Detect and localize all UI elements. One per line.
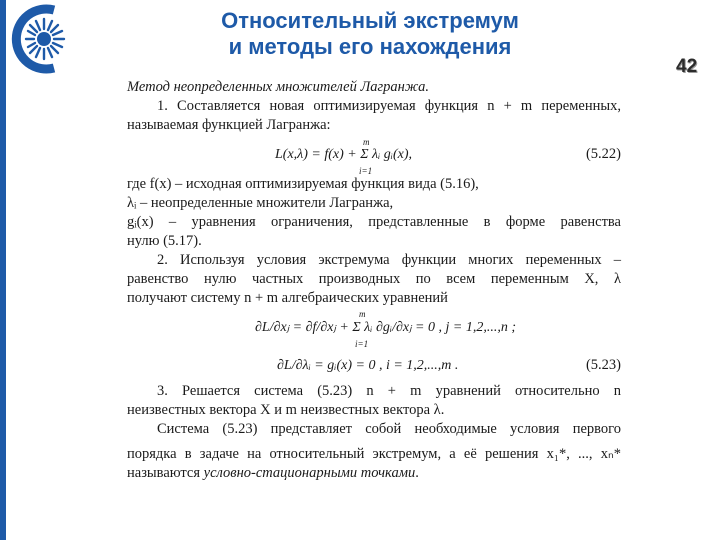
equation-2-sum-lower-limit: i=1	[355, 339, 369, 349]
paragraph-1-line-1: 1. Составляется новая оптимизируемая функция n + m переменных,	[157, 98, 621, 114]
section-heading: Метод неопределенных множителей Лагранжа.	[127, 79, 430, 95]
equation-sum-upper-limit: m	[363, 137, 370, 147]
slide-title	[130, 8, 610, 60]
paragraph-4-line-3	[127, 464, 621, 483]
paragraph-3-line-2: неизвестных вектора X и m неизвестных вектора λ.	[127, 402, 445, 418]
company-logo-icon	[2, 0, 72, 78]
title-line-2: и методы его нахождения	[228, 34, 512, 59]
paragraph-3-line-1: 3. Решается система (5.23) n + m уравнений относительно n	[157, 383, 621, 399]
paragraph-1-line-2: называемая функцией Лагранжа:	[127, 117, 331, 133]
definition-line-1: где f(x) – исходная оптимизируемая функция вида (5.16),	[127, 176, 479, 192]
page-number: 42	[676, 56, 698, 77]
equation-number: (5.22)	[585, 146, 621, 162]
definition-line-2: λᵢ – неопределенные множители Лагранжа,	[127, 195, 394, 211]
paragraph-2-line-2: равенство нулю частных производных по всем переменным X, λ	[127, 271, 621, 287]
paragraph-4-text-a: называются	[127, 465, 204, 481]
equation-partial-x: ∂L/∂xⱼ = ∂f/∂xⱼ + Σ λᵢ ∂gᵢ/∂xⱼ = 0 , j = 1,2,...,n ;	[255, 320, 516, 335]
paragraph-4-text-c: .	[415, 465, 419, 481]
equation-5-22	[127, 135, 621, 175]
equation-sum-lower-limit: i=1	[359, 166, 373, 176]
paragraph-2-line-3: получают систему n + m алгебраических уравнений	[127, 290, 448, 306]
equation-number-2: (5.23)	[585, 357, 621, 373]
paragraph-4-line-2: порядка в задаче на относительный экстремум, а её решения x₁*, ..., xₙ*	[127, 446, 621, 462]
equation-2-sum-upper-limit: m	[359, 309, 366, 319]
equation-partial-lambda: ∂L/∂λᵢ = gᵢ(x) = 0 , i = 1,2,...,m .	[277, 358, 459, 373]
title-line-1: Относительный экстремум	[221, 8, 519, 33]
paragraph-2-line-1: 2. Используя условия экстремума функции многих переменных –	[157, 252, 621, 268]
left-accent-bar	[0, 0, 6, 540]
document-body	[127, 78, 621, 483]
paragraph-4-line-1: Система (5.23) представляет собой необходимые условия первого	[157, 421, 621, 437]
paragraph-4-term: условно-стационарными точками	[203, 465, 416, 481]
definition-line-4: нулю (5.17).	[127, 233, 202, 249]
equation-5-23	[127, 308, 621, 382]
equation-lagrange-function: L(x,λ) = f(x) + Σ λᵢ gᵢ(x),	[275, 147, 413, 162]
definition-line-3: gᵢ(x) – уравнения ограничения, представленные в форме равенства	[127, 214, 621, 230]
